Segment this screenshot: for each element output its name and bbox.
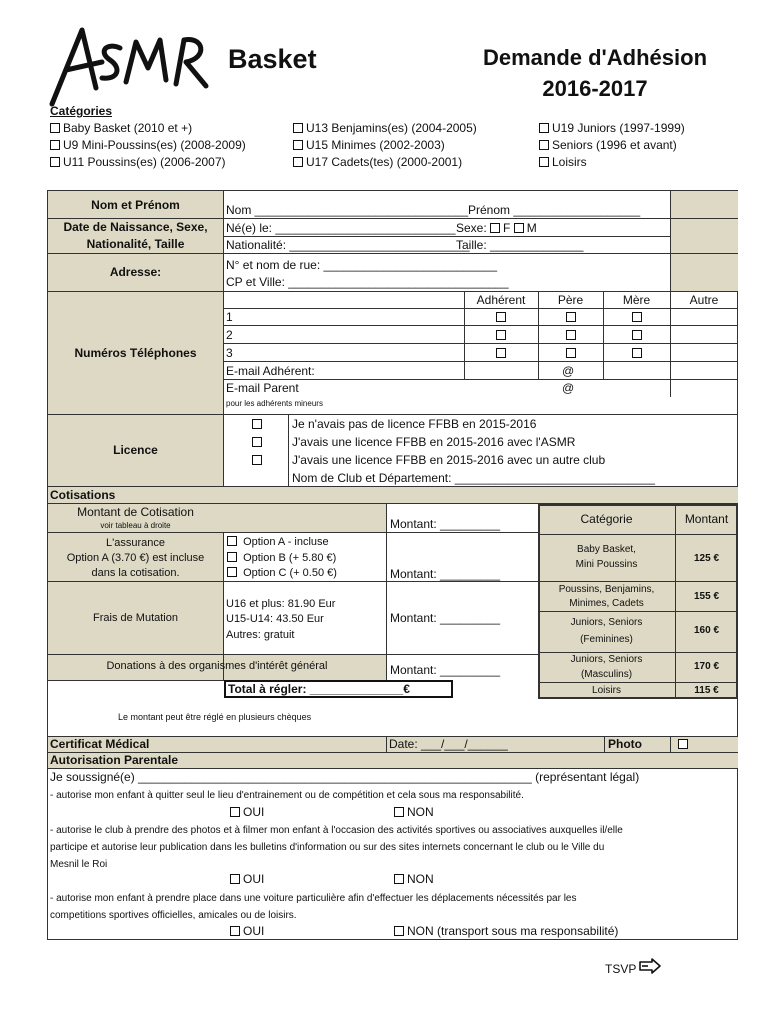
licence-label: Licence	[113, 443, 158, 457]
phones-label: Numéros Téléphones	[74, 346, 197, 360]
category-u15[interactable]: U15 Minimes (2002-2003)	[293, 138, 445, 152]
nationalite-field[interactable]: Nationalité: ___________________________	[226, 238, 470, 252]
tarif-row-3-amount: 160 €	[693, 625, 720, 636]
sport-title: Basket	[228, 44, 317, 74]
checkbox[interactable]	[50, 123, 60, 133]
tarif-row-2-l1: Poussins, Benjamins,	[558, 584, 655, 595]
option-a-checkbox[interactable]	[227, 536, 237, 546]
option-b[interactable]: Option B (+ 5.80 €)	[227, 551, 336, 565]
option-a[interactable]: Option A - incluse	[227, 535, 329, 549]
taille-field[interactable]: Taille: ______________	[456, 238, 584, 252]
p1-oui[interactable]: OUI	[230, 805, 264, 819]
form-title-line2: 2016-2017	[542, 76, 648, 101]
col-autre: Autre	[689, 293, 719, 307]
licence-opt2: J'avais une licence FFBB en 2015-2016 avec l'ASMR	[292, 435, 576, 449]
category-baby-basket[interactable]: Baby Basket (2010 et +)	[50, 121, 192, 135]
p3-non-checkbox[interactable]	[394, 926, 404, 936]
phone3-adherent-checkbox[interactable]	[496, 348, 506, 358]
label-column-shade	[48, 191, 223, 486]
address-label: Adresse:	[109, 265, 162, 279]
autorisation-p2b: participe et autorise leur publication dans les bulletins d'information ou sur des sites internets concernant le club ou le Ville du	[50, 842, 605, 853]
asmr-logo	[44, 18, 214, 110]
option-b-checkbox[interactable]	[227, 552, 237, 562]
tarif-col-categorie: Catégorie	[580, 512, 633, 526]
p3-non[interactable]: NON (transport sous ma responsabilité)	[394, 924, 618, 938]
minor-note: pour les adhérents mineurs	[226, 399, 323, 408]
montant-field-4[interactable]: Montant: _________	[390, 663, 501, 677]
birthdate-field[interactable]: Né(e) le: ___________________________	[226, 221, 456, 235]
category-u13[interactable]: U13 Benjamins(es) (2004-2005)	[293, 121, 477, 135]
tarif-row-1-amount: 125 €	[693, 553, 720, 564]
tarif-row-3-l2: (Feminines)	[580, 634, 633, 645]
montant-field-3[interactable]: Montant: _________	[390, 611, 501, 625]
tarif-row-2-amount: 155 €	[693, 591, 720, 602]
category-u9[interactable]: U9 Mini-Poussins(es) (2008-2009)	[50, 138, 246, 152]
phone1-mere-checkbox[interactable]	[632, 312, 642, 322]
turn-page-icon	[638, 958, 662, 976]
checkbox[interactable]	[539, 157, 549, 167]
email-parent-field[interactable]: E-mail Parent	[226, 381, 299, 395]
phone-row-3[interactable]: 3	[226, 346, 233, 360]
checkbox[interactable]	[50, 140, 60, 150]
licence-opt2-checkbox[interactable]	[252, 437, 262, 447]
licence-opt3-checkbox[interactable]	[252, 455, 262, 465]
email-parent-at: @	[562, 381, 575, 395]
membership-form	[47, 190, 738, 940]
categories-heading: Catégories	[50, 104, 113, 118]
licence-opt1-checkbox[interactable]	[252, 419, 262, 429]
autorisation-heading: Autorisation Parentale	[50, 753, 179, 767]
sexe-field: Sexe: F M	[456, 221, 537, 235]
autorisation-p2a: - autorise le club à prendre des photos et à filmer mon enfant à l'occasion des activités sportives ou associatives auxquelles il/elle	[50, 825, 623, 836]
photo-checkbox[interactable]	[678, 739, 688, 749]
checkbox[interactable]	[293, 123, 303, 133]
option-c[interactable]: Option C (+ 0.50 €)	[227, 566, 337, 580]
tarif-row-4-l2: (Masculins)	[580, 669, 633, 680]
phone-row-1[interactable]: 1	[226, 310, 233, 324]
phone2-adherent-checkbox[interactable]	[496, 330, 506, 340]
phone-row-2[interactable]: 2	[226, 328, 233, 342]
p1-oui-checkbox[interactable]	[230, 807, 240, 817]
category-u11[interactable]: U11 Poussins(es) (2006-2007)	[50, 155, 226, 169]
col-adherent: Adhérent	[476, 293, 526, 307]
p1-non[interactable]: NON	[394, 805, 434, 819]
p2-oui[interactable]: OUI	[230, 872, 264, 886]
phone3-pere-checkbox[interactable]	[566, 348, 576, 358]
licence-opt3: J'avais une licence FFBB en 2015-2016 avec un autre club	[292, 453, 606, 467]
tarif-row-2-l2: Minimes, Cadets	[569, 598, 644, 609]
checkbox[interactable]	[539, 140, 549, 150]
birth-label-2: Nationalité, Taille	[86, 237, 185, 251]
p2-non-checkbox[interactable]	[394, 874, 404, 884]
prenom-field[interactable]: Prénom ___________________	[468, 203, 641, 217]
p3-oui[interactable]: OUI	[230, 924, 264, 938]
option-c-checkbox[interactable]	[227, 567, 237, 577]
email-adherent-field[interactable]: E-mail Adhérent:	[226, 364, 315, 378]
sexe-f-checkbox[interactable]	[490, 223, 500, 233]
col-mere: Mère	[622, 293, 651, 307]
phone1-pere-checkbox[interactable]	[566, 312, 576, 322]
montant-note: voir tableau à droite	[100, 521, 171, 530]
mutation-label: Frais de Mutation	[93, 612, 178, 624]
cotisations-header-shade	[48, 487, 738, 503]
col-pere: Père	[557, 293, 584, 307]
tarif-row-1-l1: Baby Basket,	[577, 544, 636, 555]
autorisation-p3b: competitions sportives officielles, amicales ou de loisirs.	[50, 910, 297, 921]
category-loisirs[interactable]: Loisirs	[539, 155, 587, 169]
right-column-shade	[670, 191, 738, 291]
club-field[interactable]: Nom de Club et Département: ______________________________	[292, 471, 655, 485]
tarif-row-5-l1: Loisirs	[592, 685, 621, 696]
email-adherent-at: @	[562, 364, 575, 378]
form-title-line1: Demande d'Adhésion	[482, 45, 708, 70]
phone3-mere-checkbox[interactable]	[632, 348, 642, 358]
category-u17[interactable]: U17 Cadets(tes) (2000-2001)	[293, 155, 462, 169]
checkbox[interactable]	[293, 140, 303, 150]
p1-non-checkbox[interactable]	[394, 807, 404, 817]
phone2-mere-checkbox[interactable]	[632, 330, 642, 340]
licence-opt1: Je n'avais pas de licence FFBB en 2015-2016	[292, 417, 537, 431]
montant-field-2[interactable]: Montant: _________	[390, 567, 501, 581]
assurance-2: Option A (3.70 €) est incluse	[66, 552, 205, 564]
tarif-row-3-l1: Juniors, Seniors	[570, 617, 643, 628]
nom-field[interactable]: Nom ________________________________	[226, 203, 469, 217]
p3-oui-checkbox[interactable]	[230, 926, 240, 936]
mutation-2: U15-U14: 43.50 Eur	[226, 613, 324, 625]
photo-label: Photo	[608, 737, 642, 751]
payment-footnote: Le montant peut être réglé en plusieurs chèques	[118, 712, 312, 722]
autorisation-p2c: Mesnil le Roi	[50, 859, 108, 870]
phone1-adherent-checkbox[interactable]	[496, 312, 506, 322]
p2-non[interactable]: NON	[394, 872, 434, 886]
cotisations-heading: Cotisations	[50, 488, 116, 502]
sexe-m-checkbox[interactable]	[514, 223, 524, 233]
mutation-3: Autres: gratuit	[226, 629, 295, 641]
montant-field-1[interactable]: Montant: _________	[390, 517, 501, 531]
certificat-label: Certificat Médical	[50, 737, 150, 751]
donation-label: Donations à des organismes d'intérêt général	[106, 660, 328, 672]
total-field[interactable]: Total à régler: ______________€	[228, 682, 410, 696]
tarif-row-5-amount: 115 €	[694, 685, 719, 696]
category-u19[interactable]: U19 Juniors (1997-1999)	[539, 121, 685, 135]
assurance-1: L'assurance	[106, 537, 165, 549]
autorisation-p3a: - autorise mon enfant à prendre place dans une voiture particulière afin d'effectuer les déplacements nécessités par les	[50, 893, 577, 904]
name-label: Nom et Prénom	[91, 198, 180, 212]
phone2-pere-checkbox[interactable]	[566, 330, 576, 340]
montant-label: Montant de Cotisation	[77, 505, 194, 519]
checkbox[interactable]	[293, 157, 303, 167]
mutation-1: U16 et plus: 81.90 Eur	[226, 598, 336, 610]
street-field[interactable]: N° et nom de rue: __________________________	[226, 258, 498, 272]
checkbox[interactable]	[539, 123, 549, 133]
tarif-row-1-l2: Mini Poussins	[575, 559, 638, 570]
certificat-date-field[interactable]: Date: ___/___/______	[389, 737, 508, 751]
birth-label-1: Date de Naissance, Sexe,	[63, 220, 208, 234]
autorisation-p1: - autorise mon enfant à quitter seul le lieu d'entrainement ou de compétition et cela sous ma responsabilité.	[50, 790, 524, 801]
checkbox[interactable]	[50, 157, 60, 167]
soussigne-field[interactable]: Je soussigné(e) ___________________________________________________________ (représentant légal)	[50, 770, 640, 784]
tarif-col-montant: Montant	[684, 512, 729, 526]
tsvp-label: TSVP	[605, 962, 637, 976]
p2-oui-checkbox[interactable]	[230, 874, 240, 884]
tarif-row-4-l1: Juniors, Seniors	[570, 654, 643, 665]
form-title	[440, 42, 750, 104]
tarif-row-4-amount: 170 €	[693, 661, 720, 672]
category-seniors[interactable]: Seniors (1996 et avant)	[539, 138, 677, 152]
city-field[interactable]: CP et Ville: _________________________________	[226, 275, 509, 289]
assurance-3: dans la cotisation.	[91, 567, 180, 579]
